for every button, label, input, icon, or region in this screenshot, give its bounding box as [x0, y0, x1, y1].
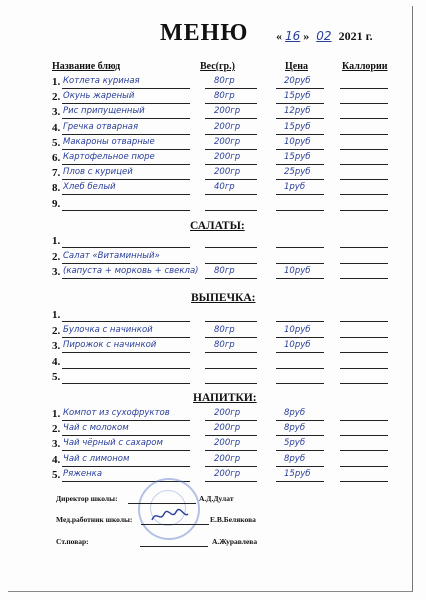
weight-line: [205, 337, 257, 338]
dish-name-line: [62, 337, 190, 338]
dish-name: Картофельное пюре: [63, 152, 155, 162]
date-year: 2021: [338, 29, 363, 43]
dish-price: 10руб: [284, 340, 311, 350]
dish-name: Салат «Витаминный»: [63, 250, 160, 261]
calories-line: [340, 210, 388, 211]
dish-price: 25руб: [284, 167, 311, 178]
price-line: [276, 164, 324, 165]
dish-name: Макароны отварные: [63, 136, 155, 147]
dish-weight: 200гр: [214, 423, 241, 434]
row-number: 6.: [52, 152, 61, 164]
dish-weight: 80гр: [214, 266, 235, 276]
row-number: 3.: [52, 266, 61, 278]
dish-name: Плов с курицей: [63, 167, 133, 178]
date-open-quote: «: [276, 29, 282, 43]
dish-price: 20руб: [284, 76, 311, 86]
dish-weight: 200гр: [214, 121, 241, 132]
price-line: [276, 247, 324, 248]
dish-name-line: [62, 352, 190, 353]
dish-name-line: [62, 103, 190, 104]
weight-line: [205, 420, 257, 421]
calories-line: [340, 164, 388, 165]
price-line: [276, 179, 324, 180]
price-line: [276, 481, 324, 482]
column-header-weight: Вес(гр.): [200, 61, 235, 72]
row-number: 2.: [52, 423, 61, 436]
weight-line: [205, 368, 257, 369]
weight-line: [205, 88, 257, 89]
price-line: [276, 321, 324, 322]
price-line: [276, 118, 324, 119]
weight-line: [205, 134, 257, 135]
row-number: 5.: [52, 468, 61, 481]
dish-price: 15руб: [284, 152, 311, 162]
weight-line: [205, 278, 257, 279]
price-line: [276, 134, 324, 135]
signature-name-cook: А.Журавлева: [212, 537, 258, 546]
row-number: 1.: [52, 235, 61, 247]
row-number: 8.: [52, 182, 61, 195]
weight-line: [205, 179, 257, 180]
dish-name: Гречка отварная: [63, 121, 139, 132]
dish-name-line: [62, 210, 190, 211]
weight-line: [205, 194, 257, 195]
dish-name: Пирожок с начинкой: [63, 340, 157, 350]
price-line: [276, 420, 324, 421]
dish-price: 15руб: [284, 121, 311, 132]
date-year-suffix: г.: [365, 29, 373, 43]
dish-weight: 200гр: [214, 136, 241, 147]
weight-line: [205, 164, 257, 165]
row-number: 4.: [52, 355, 61, 368]
calories-line: [340, 88, 388, 89]
row-number: 3.: [52, 106, 61, 119]
dish-name-line: [62, 134, 190, 135]
weight-line: [205, 435, 257, 436]
dish-name: Чай с лимоном: [63, 453, 130, 464]
dish-name-line: [62, 383, 190, 384]
weight-line: [205, 352, 257, 353]
calories-line: [340, 321, 388, 322]
calories-line: [340, 103, 388, 104]
row-number: 2.: [52, 91, 61, 104]
row-number: 4.: [52, 121, 61, 134]
row-number: 1.: [52, 76, 61, 88]
dish-weight: 200гр: [214, 152, 241, 162]
dish-name-line: [62, 435, 190, 436]
column-header-calories: Каллории: [342, 61, 388, 72]
calories-line: [340, 368, 388, 369]
calories-line: [340, 383, 388, 384]
price-line: [276, 450, 324, 451]
weight-line: [205, 149, 257, 150]
price-line: [276, 368, 324, 369]
row-number: 1.: [52, 309, 61, 321]
price-line: [276, 103, 324, 104]
dish-name: Хлеб белый: [63, 182, 116, 193]
dish-weight: 200гр: [214, 438, 241, 449]
date-close-quote: »: [303, 29, 310, 43]
price-line: [276, 88, 324, 89]
dish-weight: 200гр: [214, 167, 241, 178]
signature-line-cook: [140, 546, 208, 547]
signature-line-medic: [141, 524, 209, 525]
dish-price: 8руб: [284, 408, 306, 418]
calories-line: [340, 278, 388, 279]
price-line: [276, 210, 324, 211]
weight-line: [205, 466, 257, 467]
calories-line: [340, 179, 388, 180]
dish-name-line: [62, 88, 190, 89]
row-number: 2.: [52, 250, 61, 263]
dish-name-line: [62, 179, 190, 180]
date-month: 02: [316, 29, 332, 43]
price-line: [276, 278, 324, 279]
row-number: 2.: [52, 324, 61, 337]
section-title-salads: САЛАТЫ:: [190, 220, 245, 232]
column-header-price: Цена: [285, 61, 308, 72]
dish-name-line: [62, 450, 190, 451]
calories-line: [340, 450, 388, 451]
menu-date: [276, 29, 373, 44]
calories-line: [340, 149, 388, 150]
page-title: МЕНЮ: [160, 20, 249, 46]
price-line: [276, 383, 324, 384]
calories-line: [340, 466, 388, 467]
weight-line: [205, 383, 257, 384]
row-number: 5.: [52, 371, 61, 383]
dish-price: 10руб: [284, 266, 311, 276]
signature-line-director: [128, 503, 196, 504]
dish-name: Компот из сухофруктов: [63, 408, 170, 418]
price-line: [276, 466, 324, 467]
weight-line: [205, 263, 257, 264]
dish-name-line: [62, 420, 190, 421]
dish-name-line: [62, 194, 190, 195]
dish-name-line: [62, 149, 190, 150]
dish-price: 15руб: [284, 91, 311, 102]
dish-name-line: [62, 263, 190, 264]
row-number: 5.: [52, 136, 61, 149]
dish-price: 8руб: [284, 453, 306, 464]
date-day: 16: [285, 29, 301, 43]
dish-weight: 80гр: [214, 324, 235, 335]
dish-weight: 200гр: [214, 408, 241, 418]
calories-line: [340, 337, 388, 338]
dish-weight: 200гр: [214, 468, 241, 479]
calories-line: [340, 263, 388, 264]
dish-price: 1руб: [284, 182, 306, 193]
dish-weight: 200гр: [214, 106, 241, 117]
weight-line: [205, 450, 257, 451]
weight-line: [205, 118, 257, 119]
weight-line: [205, 103, 257, 104]
weight-line: [205, 210, 257, 211]
dish-name: Булочка с начинкой: [63, 324, 153, 335]
dish-name: Котлета куриная: [63, 76, 140, 86]
dish-name: Рис припущенный: [63, 106, 145, 117]
price-line: [276, 149, 324, 150]
dish-name-line: [62, 466, 190, 467]
dish-price: 10руб: [284, 324, 311, 335]
dish-price: 12руб: [284, 106, 311, 117]
price-line: [276, 337, 324, 338]
signature-name-director: А.Д.Дулат: [199, 494, 234, 503]
signature-label-medic: Мед.работник школы:: [56, 515, 133, 524]
calories-line: [340, 420, 388, 421]
dish-weight: 40гр: [214, 182, 235, 193]
dish-price: 10руб: [284, 136, 311, 147]
dish-name-line: [62, 118, 190, 119]
calories-line: [340, 247, 388, 248]
calories-line: [340, 194, 388, 195]
medic-signature-scribble: [150, 508, 190, 524]
column-header-name: Название блюд: [52, 61, 121, 72]
section-title-drinks: НАПИТКИ:: [193, 392, 257, 404]
price-line: [276, 194, 324, 195]
dish-name-line: [62, 278, 190, 279]
calories-line: [340, 134, 388, 135]
dish-weight: 200гр: [214, 453, 241, 464]
calories-line: [340, 118, 388, 119]
dish-weight: 80гр: [214, 76, 235, 86]
row-number: 3.: [52, 340, 61, 352]
dish-name-line: [62, 368, 190, 369]
dish-weight: 80гр: [214, 91, 235, 102]
dish-name: Окунь жареный: [63, 91, 135, 102]
row-number: 7.: [52, 167, 61, 180]
calories-line: [340, 481, 388, 482]
weight-line: [205, 247, 257, 248]
calories-line: [340, 352, 388, 353]
dish-name-line: [62, 164, 190, 165]
row-number: 4.: [52, 453, 61, 466]
signature-label-cook: Ст.повар:: [56, 537, 89, 546]
price-line: [276, 263, 324, 264]
dish-name: Чай с молоком: [63, 423, 129, 434]
dish-name-line: [62, 321, 190, 322]
dish-name-line: [62, 247, 190, 248]
dish-price: 8руб: [284, 423, 306, 434]
weight-line: [205, 321, 257, 322]
section-title-bakery: ВЫПЕЧКА:: [191, 292, 256, 304]
dish-price: 5руб: [284, 438, 306, 449]
dish-name: Ряженка: [63, 468, 103, 479]
signature-name-medic: Е.В.Белякова: [210, 515, 256, 524]
price-line: [276, 435, 324, 436]
dish-price: 15руб: [284, 468, 311, 479]
signature-label-director: Директор школы:: [56, 494, 118, 503]
row-number: 1.: [52, 408, 61, 420]
row-number: 3.: [52, 438, 61, 451]
price-line: [276, 352, 324, 353]
dish-weight: 80гр: [214, 340, 235, 350]
calories-line: [340, 435, 388, 436]
row-number: 9.: [52, 197, 61, 210]
dish-name: Чай чёрный с сахаром: [63, 438, 163, 449]
weight-line: [205, 481, 257, 482]
dish-name: (капуста + морковь + свекла): [63, 266, 199, 276]
